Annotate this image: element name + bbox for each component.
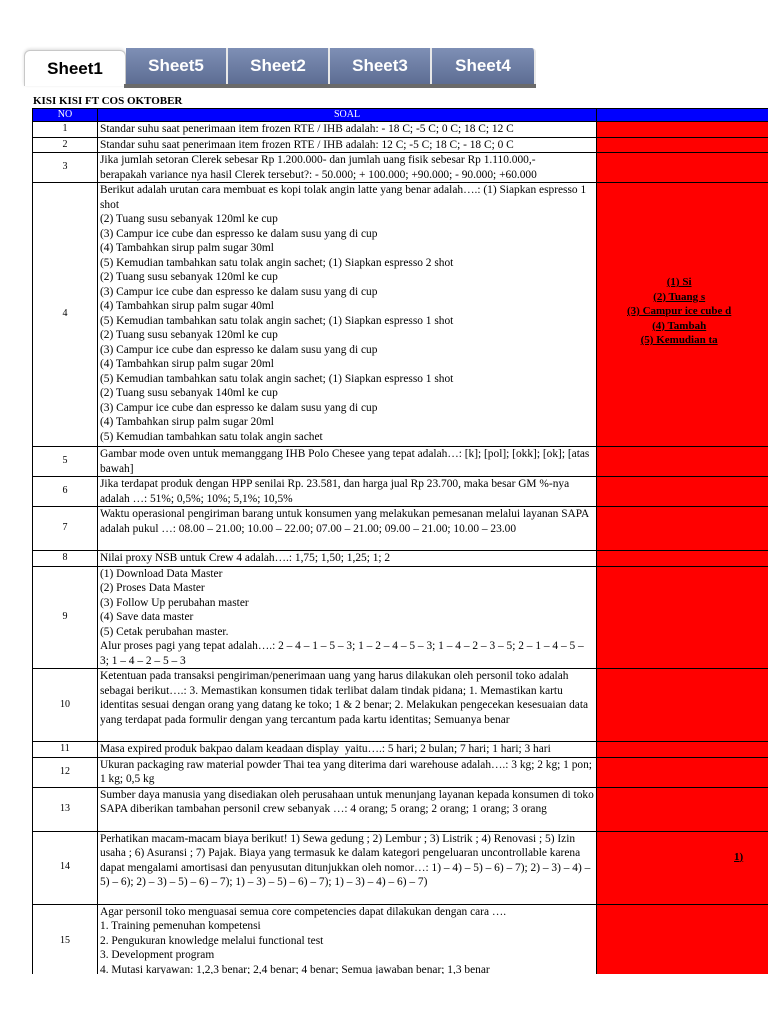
- header-no: NO: [33, 109, 98, 122]
- cell-answer[interactable]: [597, 566, 768, 669]
- table-row: [33, 153, 768, 183]
- answer-14-text: 1): [734, 850, 744, 863]
- answer-line: (4) Tambah: [652, 319, 707, 332]
- cell-no[interactable]: 3: [33, 153, 98, 183]
- question-table: [32, 108, 768, 974]
- cell-soal[interactable]: Masa expired produk bakpao dalam keadaan display yaitu….: 5 hari; 2 bulan; 7 hari; 1 hari; 3 hari: [98, 742, 597, 758]
- cell-no[interactable]: 14: [33, 831, 98, 904]
- cell-soal[interactable]: Standar suhu saat penerimaan item frozen RTE / IHB adalah: 12 C; -5 C; 18 C; - 18 C; 0 C: [98, 137, 597, 153]
- cell-no[interactable]: 8: [33, 551, 98, 567]
- tab-sheet3[interactable]: Sheet3: [330, 48, 432, 84]
- table-row: [33, 757, 768, 787]
- table-row: [33, 507, 768, 551]
- cell-answer[interactable]: [597, 183, 768, 447]
- sheet-tab-bar: [0, 0, 768, 92]
- table-row: [33, 742, 768, 758]
- cell-soal[interactable]: Standar suhu saat penerimaan item frozen RTE / IHB adalah: - 18 C; -5 C; 0 C; 18 C; 12 C: [98, 122, 597, 138]
- cell-answer[interactable]: [597, 137, 768, 153]
- cell-no[interactable]: 12: [33, 757, 98, 787]
- cell-answer[interactable]: [597, 551, 768, 567]
- cell-soal[interactable]: Perhatikan macam-macam biaya berikut! 1) Sewa gedung ; 2) Lembur ; 3) Listrik ; 4) Renovasi ; 5) Izin usaha ; 6) Asuransi ; 7) Pajak. Biaya yang termasuk ke dalam kategori pengeluaran uncontrollable karena dapat mengalami amortisasi dan penyusutan ditunjukkan oleh nomor…: 1) – 4) – 5) – 6) – 7); 2) – 3) – 4) – 5) – 6); 2) – 3) – 5) – 6) – 7); 1) – 3) – 5) – 6) – 7); 1) – 3) – 4) – 6) – 7): [98, 831, 597, 904]
- cell-no[interactable]: 2: [33, 137, 98, 153]
- cell-no[interactable]: 15: [33, 904, 98, 974]
- table-row: [33, 122, 768, 138]
- tab-sheet4[interactable]: Sheet4: [432, 48, 536, 84]
- answer-line: (2) Tuang s: [653, 290, 706, 303]
- cell-no[interactable]: 6: [33, 477, 98, 507]
- cell-no[interactable]: 4: [33, 183, 98, 447]
- cell-no[interactable]: 10: [33, 669, 98, 742]
- tab-bar-shadow: [124, 84, 536, 88]
- header-row: [33, 109, 768, 122]
- table-row: [33, 904, 768, 974]
- cell-soal[interactable]: Ketentuan pada transaksi pengiriman/penerimaan uang yang harus dilakukan oleh personil toko adalah sebagai berikut….: 3. Memastikan konsumen tidak terlibat dalam tindak pidana; 1. Memastikan kartu identitas sesuai dengan orang yang datang ke toko; 1 & 2 benar; 2. Melakukan pengecekan kesesuaian data yang terdapat pada formulir dengan yang tercantum pada kartu identitas; Semuanya benar: [98, 669, 597, 742]
- table-row: [33, 137, 768, 153]
- cell-answer[interactable]: [597, 122, 768, 138]
- cell-soal[interactable]: Jika terdapat produk dengan HPP senilai Rp. 23.581, dan harga jual Rp 23.700, maka besar GM %-nya adalah …: 51%; 0,5%; 10%; 5,1%; 10,5%: [98, 477, 597, 507]
- answer-line: (3) Campur ice cube d: [627, 305, 732, 317]
- cell-answer[interactable]: [597, 742, 768, 758]
- cell-no[interactable]: 5: [33, 447, 98, 477]
- cell-no[interactable]: 9: [33, 566, 98, 669]
- answer-line: (1) Si: [666, 276, 692, 288]
- cell-answer[interactable]: [597, 153, 768, 183]
- header-answer: [597, 109, 768, 122]
- cell-answer[interactable]: [597, 507, 768, 551]
- cell-no[interactable]: 11: [33, 742, 98, 758]
- cell-answer[interactable]: [597, 787, 768, 831]
- cell-soal[interactable]: Berikut adalah urutan cara membuat es kopi tolak angin latte yang benar adalah….: (1) Siapkan espresso 1 shot (2) Tuang susu sebanyak 120ml ke cup (3) Campur ice cube dan espresso ke dalam susu yang di cup (4) Tambahkan sirup palm sugar 30ml (5) Kemudian tambahkan satu tolak angin sachet; (1) Siapkan espresso 2 shot (2) Tuang susu sebanyak 120ml ke cup (3) Campur ice cube dan espresso ke dalam susu yang di cup (4) Tambahkan sirup palm sugar 40ml (5) Kemudian tambahkan satu tolak angin sachet; (1) Siapkan espresso 1 shot (2) Tuang susu sebanyak 120ml ke cup (3) Campur ice cube dan espresso ke dalam susu yang di cup (4) Tambahkan sirup palm sugar 20ml (5) Kemudian tambahkan satu tolak angin sachet; (1) Siapkan espresso 1 shot (2) Tuang susu sebanyak 140ml ke cup (3) Campur ice cube dan espresso ke dalam susu yang di cup (4) Tambahkan sirup palm sugar 20ml (5) Kemudian tambahkan satu tolak angin sachet: [98, 183, 597, 447]
- table-row: [33, 477, 768, 507]
- sheet-title: KISI KISI FT COS OKTOBER: [33, 95, 183, 107]
- cell-answer[interactable]: [597, 831, 768, 904]
- cell-no[interactable]: 1: [33, 122, 98, 138]
- cell-soal[interactable]: Jika jumlah setoran Clerek sebesar Rp 1.200.000- dan jumlah uang fisik sebesar Rp 1.110.000,- berapakah variance nya hasil Clerek tersebut?: - 50.000; + 100.000; +90.000; - 90.000; +60.000: [98, 153, 597, 183]
- tab-sheet5[interactable]: Sheet5: [126, 48, 228, 84]
- tab-sheet1[interactable]: Sheet1: [24, 50, 126, 86]
- table-row: [33, 566, 768, 669]
- table-row: [33, 551, 768, 567]
- cell-answer[interactable]: [597, 904, 768, 974]
- cell-soal[interactable]: Agar personil toko menguasai semua core competencies dapat dilakukan dengan cara …. 1. Training pemenuhan kompetensi 2. Pengukuran knowledge melalui functional test 3. Development program 4. Mutasi karyawan: 1,2,3 benar; 2,4 benar; 4 benar; Semua jawaban benar; 1,3 benar: [98, 904, 597, 974]
- cell-soal[interactable]: Gambar mode oven untuk memanggang IHB Polo Chesee yang tepat adalah…: [k]; [pol]; [okk]; [ok]; [atas bawah]: [98, 447, 597, 477]
- cell-soal[interactable]: Nilai proxy NSB untuk Crew 4 adalah….: 1,75; 1,50; 1,25; 1; 2: [98, 551, 597, 567]
- table-row: [33, 447, 768, 477]
- spreadsheet-grid[interactable]: [32, 108, 768, 974]
- cell-soal[interactable]: Sumber daya manusia yang disediakan oleh perusahaan untuk menunjang layanan kepada konsumen di toko SAPA diberikan tambahan personil crew sebanyak …: 4 orang; 5 orang; 2 orang; 1 orang; 3 orang: [98, 787, 597, 831]
- answer-line: (5) Kemudian ta: [640, 334, 718, 346]
- answer-4-text: [627, 275, 731, 348]
- table-row: [33, 669, 768, 742]
- cell-answer[interactable]: [597, 447, 768, 477]
- cell-soal[interactable]: (1) Download Data Master (2) Proses Data Master (3) Follow Up perubahan master (4) Save data master (5) Cetak perubahan master. Alur proses pagi yang tepat adalah….: 2 – 4 – 1 – 5 – 3; 1 – 2 – 4 – 5 – 3; 1 – 4 – 2 – 3 – 5; 2 – 1 – 4 – 5 – 3; 1 – 4 – 2 – 5 – 3: [98, 566, 597, 669]
- cell-no[interactable]: 7: [33, 507, 98, 551]
- cell-answer[interactable]: [597, 477, 768, 507]
- cell-answer[interactable]: [597, 669, 768, 742]
- table-row: [33, 183, 768, 447]
- table-row: [33, 787, 768, 831]
- table-row: [33, 831, 768, 904]
- header-soal: SOAL: [98, 109, 597, 122]
- cell-soal[interactable]: Ukuran packaging raw material powder Thai tea yang diterima dari warehouse adalah….: 3 kg; 2 kg; 1 pon; 1 kg; 0,5 kg: [98, 757, 597, 787]
- cell-soal[interactable]: Waktu operasional pengiriman barang untuk konsumen yang melakukan pemesanan melalui layanan SAPA adalah pukul …: 08.00 – 21.00; 10.00 – 22.00; 07.00 – 21.00; 09.00 – 21.00; 10.00 – 23.00: [98, 507, 597, 551]
- cell-no[interactable]: 13: [33, 787, 98, 831]
- cell-answer[interactable]: [597, 757, 768, 787]
- tab-sheet2[interactable]: Sheet2: [228, 48, 330, 84]
